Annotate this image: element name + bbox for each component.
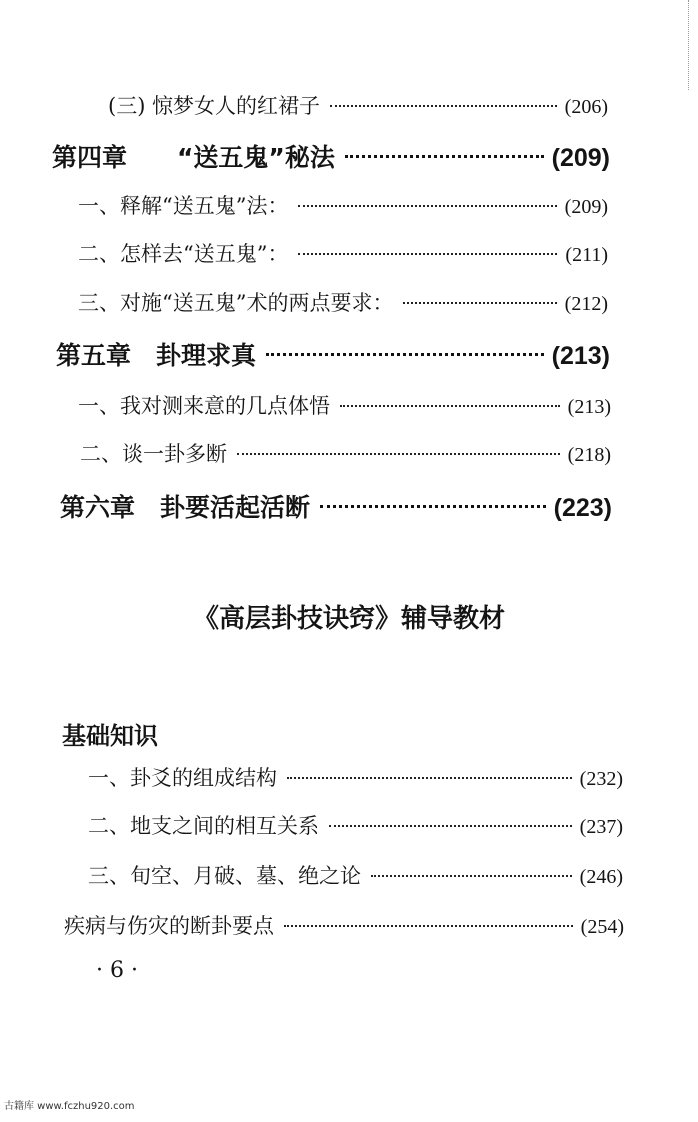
toc-entry xyxy=(78,390,611,420)
toc-entry-page: (237) xyxy=(579,816,623,838)
toc-entry-page: (212) xyxy=(564,293,608,315)
toc-chapter-page: (209) xyxy=(551,144,610,172)
dot-leader xyxy=(330,105,557,107)
toc-entry xyxy=(88,810,623,840)
toc-entry xyxy=(88,762,623,792)
toc-chapter-page: (223) xyxy=(553,494,612,522)
toc-entry-page: (218) xyxy=(567,444,611,466)
toc-chapter-page: (213) xyxy=(551,342,610,370)
toc-chapter-title: 第四章 “送五鬼”秘法 xyxy=(52,143,335,172)
toc-chapter xyxy=(52,138,610,174)
dot-leader xyxy=(340,405,560,407)
toc-entry-title: 疾病与伤灾的断卦要点 xyxy=(64,914,274,938)
toc-chapter-title: 第五章 卦理求真 xyxy=(56,341,257,370)
toc-entry-title: 一、我对测来意的几点体悟 xyxy=(78,394,330,418)
dot-leader xyxy=(371,875,572,877)
dot-leader xyxy=(298,253,557,255)
page-number: · 6 · xyxy=(96,958,138,983)
toc-chapter xyxy=(56,336,610,372)
site-watermark: 古籍库 www.fczhu920.com xyxy=(4,1101,135,1112)
toc-entry xyxy=(64,910,624,940)
toc-entry-title: 二、地支之间的相互关系 xyxy=(88,814,319,838)
toc-entry xyxy=(78,287,608,317)
toc-entry-page: (206) xyxy=(564,96,608,118)
toc-entry-page: (213) xyxy=(567,396,611,418)
toc-entry-page: (209) xyxy=(564,196,608,218)
dot-leader xyxy=(329,825,572,827)
toc-entry xyxy=(78,238,608,268)
toc-entry xyxy=(108,90,608,120)
toc-entry-title: 一、释解“送五鬼”法： xyxy=(78,194,289,218)
toc-entry-page: (254) xyxy=(580,916,624,938)
toc-entry-page: (211) xyxy=(565,244,608,266)
dot-leader xyxy=(287,777,572,779)
toc-entry xyxy=(88,860,623,890)
dot-leader xyxy=(320,505,546,508)
toc-entry-title: 三、旬空、月破、墓、绝之论 xyxy=(88,864,361,888)
dot-leader xyxy=(298,205,556,207)
section-heading: 基础知识 xyxy=(62,722,158,750)
toc-entry-title: 三、对施“送五鬼”术的两点要求： xyxy=(78,291,394,315)
toc-chapter xyxy=(60,488,612,524)
dot-leader xyxy=(266,353,544,356)
toc-entry-title: (三) 惊梦女人的红裙子 xyxy=(108,94,321,118)
page-edge-mark xyxy=(688,0,692,90)
toc-entry-page: (232) xyxy=(579,768,623,790)
dot-leader xyxy=(345,155,544,158)
dot-leader xyxy=(403,302,556,304)
toc-entry-title: 二、怎样去“送五鬼”： xyxy=(78,242,289,266)
toc-entry-page: (246) xyxy=(579,866,623,888)
dot-leader xyxy=(284,925,573,927)
dot-leader xyxy=(237,453,560,455)
toc-chapter-title: 第六章 卦要活起活断 xyxy=(60,493,311,522)
toc-entry xyxy=(78,190,608,220)
toc-entry xyxy=(80,438,611,468)
supplement-heading: 《高层卦技诀窍》辅导教材 xyxy=(192,604,505,634)
toc-entry-title: 二、谈一卦多断 xyxy=(80,442,227,466)
toc-entry-title: 一、卦爻的组成结构 xyxy=(88,766,277,790)
